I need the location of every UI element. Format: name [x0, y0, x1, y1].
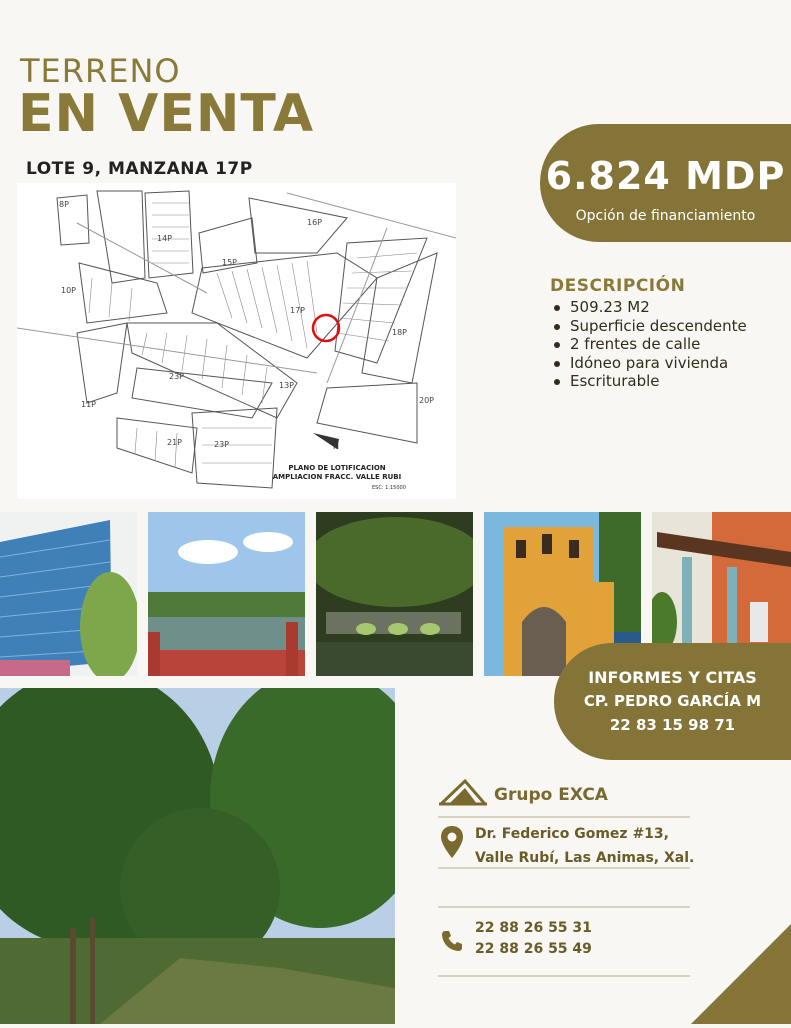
svg-text:8P: 8P — [59, 200, 69, 209]
company-phones — [475, 918, 592, 960]
contact-badge — [554, 643, 791, 760]
divider — [438, 975, 690, 977]
photo-lake — [148, 512, 305, 676]
company-phone-1: 22 88 26 55 31 — [475, 920, 592, 936]
address-line-2: Valle Rubí, Las Animas, Xal. — [475, 850, 695, 866]
company-address — [475, 822, 694, 870]
financing-note: Opción de financiamiento — [575, 208, 756, 224]
svg-text:14P: 14P — [157, 234, 173, 243]
map-caption-1: PLANO DE LOTIFICACION — [288, 464, 386, 472]
corner-decoration — [671, 904, 791, 1024]
price-amount: 6.824 MDP — [545, 154, 786, 198]
lot-plan-map — [17, 183, 456, 499]
description-list — [552, 298, 747, 391]
svg-text:15P: 15P — [222, 258, 238, 267]
info-contact-name: CP. PEDRO GARCÍA M — [583, 692, 762, 710]
svg-text:18P: 18P — [392, 328, 408, 337]
svg-text:N: N — [333, 442, 339, 451]
svg-text:10P: 10P — [61, 286, 77, 295]
svg-text:23P: 23P — [169, 372, 185, 381]
info-phone: 22 83 15 98 71 — [609, 716, 736, 734]
title-line-2: EN VENTA — [18, 84, 315, 144]
house-logo-icon — [439, 778, 487, 806]
divider — [438, 906, 690, 908]
address-line-1: Dr. Federico Gomez #13, — [475, 826, 669, 842]
description-item: 509.23 M2 — [552, 298, 747, 317]
description-item: Superficie descendente — [552, 317, 747, 336]
description-item: Idóneo para vivienda — [552, 354, 747, 373]
company-phone-2: 22 88 26 55 49 — [475, 941, 592, 957]
svg-text:23P: 23P — [214, 440, 230, 449]
photo-bridge — [316, 512, 473, 676]
svg-text:11P: 11P — [81, 400, 97, 409]
divider — [438, 816, 690, 818]
svg-text:21P: 21P — [167, 438, 183, 447]
map-scale: ESC: 1:15000 — [372, 485, 406, 491]
phone-icon — [440, 929, 464, 953]
svg-text:20P: 20P — [419, 396, 435, 405]
divider — [438, 867, 690, 869]
info-title: INFORMES Y CITAS — [588, 668, 757, 687]
photo-lot-trees — [0, 688, 395, 1024]
photo-glass-building — [0, 512, 137, 676]
map-caption-2: AMPLIACION FRACC. VALLE RUBI — [272, 473, 402, 481]
company-name: Grupo EXCA — [494, 785, 608, 805]
svg-text:13P: 13P — [279, 381, 295, 390]
title-line-1: TERRENO — [20, 52, 181, 90]
lot-label: LOTE 9, MANZANA 17P — [26, 159, 253, 179]
svg-text:17P: 17P — [290, 306, 306, 315]
description-title: DESCRIPCIÓN — [550, 276, 686, 296]
price-badge — [540, 124, 791, 242]
svg-text:16P: 16P — [307, 218, 323, 227]
location-pin-icon — [440, 825, 464, 859]
description-item: 2 frentes de calle — [552, 335, 747, 354]
description-item: Escriturable — [552, 372, 747, 391]
